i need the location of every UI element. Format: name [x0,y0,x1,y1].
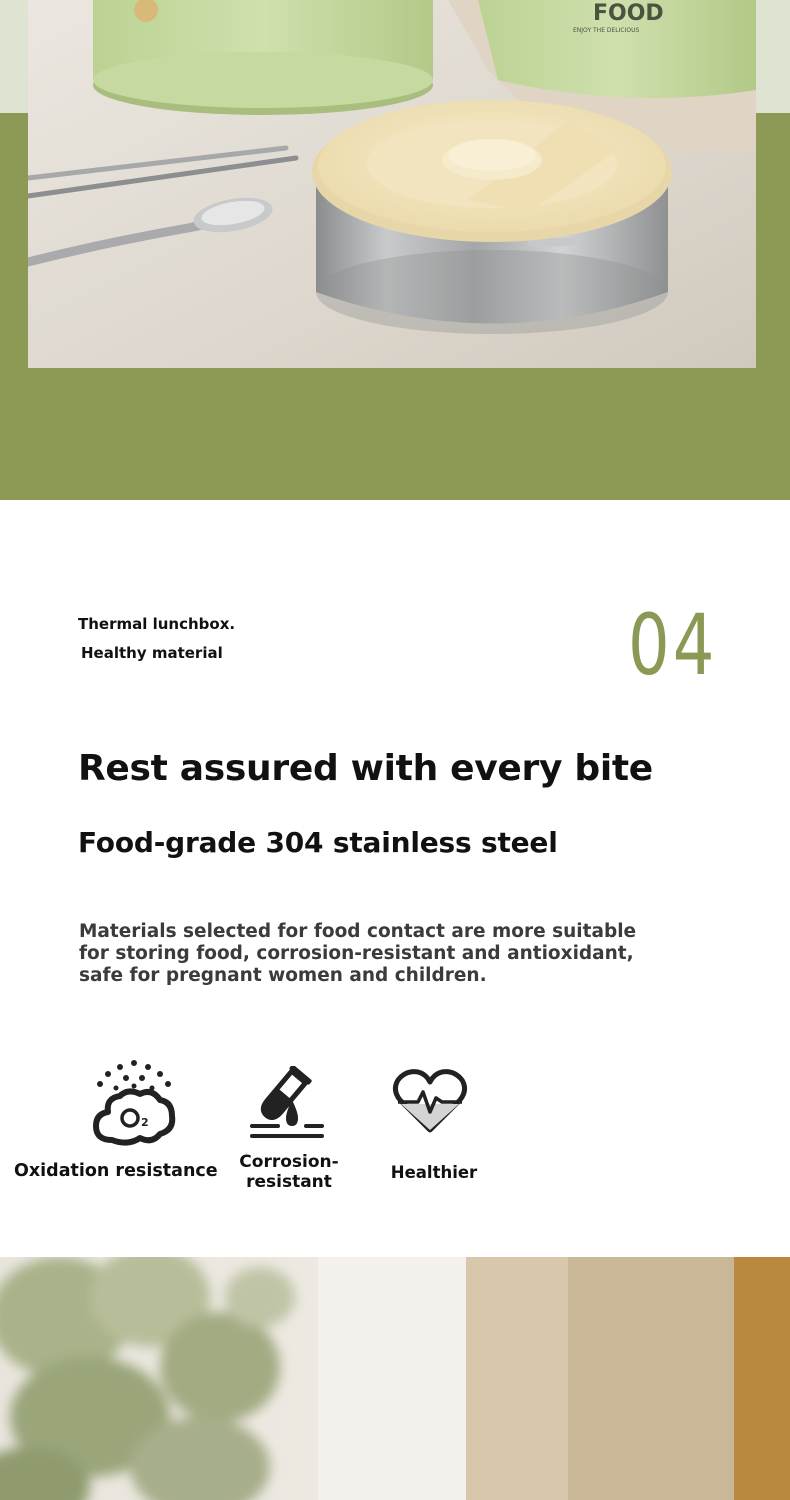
subheadline: Food-grade 304 stainless steel [78,826,558,859]
bottom-lifestyle-photo [0,1257,790,1500]
description: Materials selected for food contact are more suitable for storing food, corrosion-resistant and antioxidant, safe for pregnant women and children. [79,921,637,986]
brand-tagline-text: ENJOY THE DELICIOUS [573,27,640,34]
svg-text:2: 2 [141,1116,149,1129]
hero-product-photo [28,0,756,368]
feature-label-corrosion-line2: resistant [246,1172,332,1192]
hero-photo-illustration [28,0,756,368]
feature-label-corrosion-line1: Corrosion- [239,1152,339,1172]
heartbeat-icon [392,1068,468,1139]
oxygen-cloud-icon [90,1058,178,1153]
feature-label-corrosion [228,1152,350,1192]
sub-label-line2: Healthy material [81,644,223,662]
brand-logo-text: FOOD [593,1,664,26]
sub-label-line1: Thermal lunchbox. [78,615,236,633]
hero-band [0,0,790,500]
section-number: 04 [628,596,718,694]
feature-label-oxidation: Oxidation resistance [14,1161,218,1181]
pale-strip-right [756,0,790,113]
features-row [0,1050,790,1210]
blurred-plant [0,1257,295,1500]
headline: Rest assured with every bite [78,748,653,789]
feature-label-healthier: Healthier [390,1163,478,1182]
pale-strip-left [0,0,28,113]
test-tube-drop-icon [248,1066,328,1147]
